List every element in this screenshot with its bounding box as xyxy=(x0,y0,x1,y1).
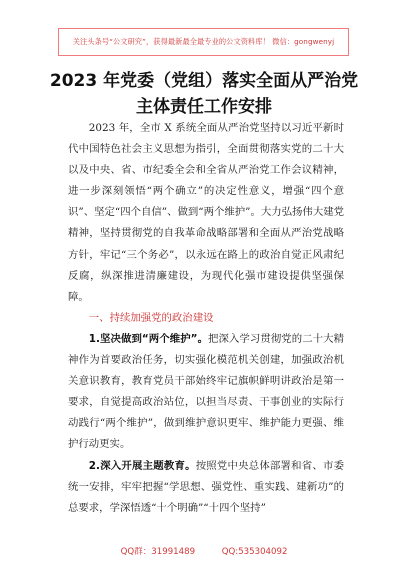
item-1-text: 把深入学习贯彻党的二十大精神作为首要政治任务，切实强化模范机关创建，加强政治机关意识教育，教育党员干部始终牢记旗帜鲜明讲政治是第一要求，自觉提高政治站位，以担当尽责、干事创业的实际行动践行“两个维护”，做到维护意识更牢、维护能力更强、维护行动更实。 xyxy=(68,332,344,451)
item-1-paragraph xyxy=(68,329,344,456)
footer-qq: QQ:535304092 xyxy=(221,547,288,557)
intro-paragraph: 2023 年，全市 X 系统全面从严治党坚持以习近平新时代中国特色社会主义思想为指引，全面贯彻落实党的二十大以及中央、省、市纪委全会和全省从严治党工作会议精神，进一步深刻领悟“两个确立”的决定性意义，增强“四个意识”、坚定“四个自信”、做到“两个维护”。大力弘扬伟大建党精神，坚持贯彻党的自我革命战略部署和全面从严治党战略方针，牢记“三个务必”，以永远在路上的政治自觉正风肃纪反腐，纵深推进清廉建设，为现代化强市建设提供坚强保障。 xyxy=(68,122,344,303)
title-line-1: 2023 年党委（党组）落实全面从严治党 xyxy=(49,71,359,91)
promo-banner xyxy=(58,28,349,56)
document-body xyxy=(68,118,344,519)
item-2-lead: 2.深入开展主题教育。 xyxy=(88,459,196,472)
footer-qq-group: QQ群：31991489 xyxy=(120,547,196,557)
title-line-2: 主体责任工作安排 xyxy=(136,97,272,117)
footer-contact xyxy=(0,545,408,557)
section-heading-1: 一、持续加强党的政治建设 xyxy=(88,311,214,324)
item-2-text: 按照党中央总体部署和省、市委统一安排，牢牢把握“学思想、强党性、重实践、建新功”的总要求，学深悟透“十个明确”“十四个坚持” xyxy=(68,459,344,514)
document-title xyxy=(0,68,408,120)
item-2-paragraph xyxy=(68,456,344,519)
promo-banner-text: 关注头条号“公文研究”，获得最新最全最专业的公文资料库！ 微信：gongwenyj xyxy=(72,37,335,46)
item-1-lead: 1.坚决做到“两个维护”。 xyxy=(88,332,209,345)
